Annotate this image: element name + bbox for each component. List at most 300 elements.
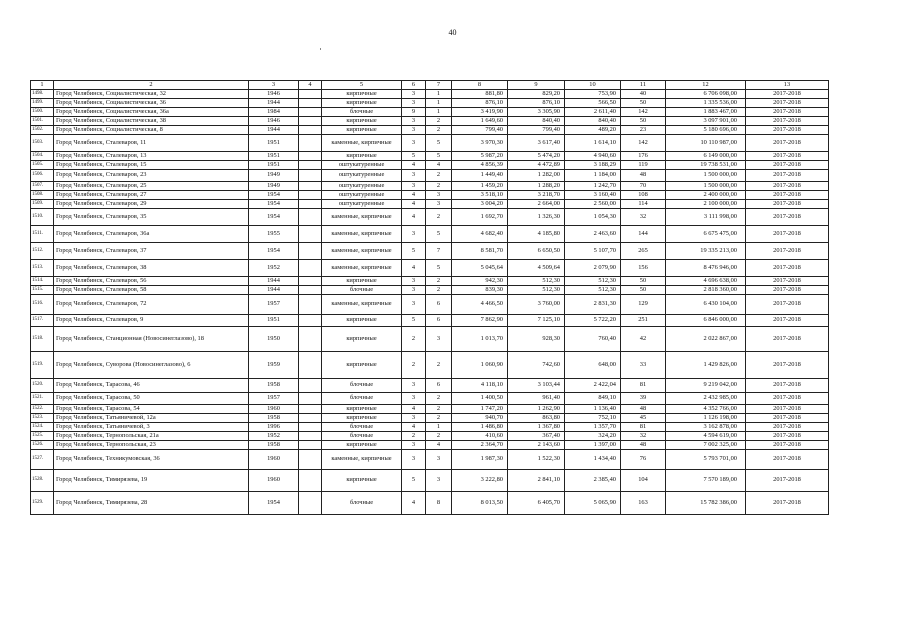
wall-material-cell: блочные bbox=[322, 108, 402, 117]
address-cell: Город Челябинск, Сталеваров, 15 bbox=[54, 161, 249, 170]
area-cell: 6 405,70 bbox=[508, 492, 565, 515]
table-row bbox=[31, 393, 829, 405]
cost-cell: 7 570 189,00 bbox=[666, 470, 746, 492]
total-area-cell: 4 466,50 bbox=[452, 295, 508, 315]
row-number: 1524. bbox=[31, 423, 54, 432]
total-area-cell: 1 692,70 bbox=[452, 209, 508, 226]
period-cell: 2017-2018 bbox=[746, 209, 829, 226]
area-cell: 1 522,30 bbox=[508, 450, 565, 470]
wall-material-cell: блочные bbox=[322, 286, 402, 295]
floors-cell: 4 bbox=[402, 423, 426, 432]
cost-cell: 2 432 985,00 bbox=[666, 393, 746, 405]
row-number: 1498. bbox=[31, 90, 54, 99]
row-number: 1529. bbox=[31, 492, 54, 515]
row-number: 1523. bbox=[31, 414, 54, 423]
living-area-cell: 2 560,00 bbox=[565, 200, 621, 209]
area-cell: 3 617,40 bbox=[508, 135, 565, 152]
cost-cell: 2 400 000,00 bbox=[666, 191, 746, 200]
entrances-cell: 3 bbox=[426, 450, 452, 470]
table-body bbox=[31, 90, 829, 515]
column-header-6: 6 bbox=[402, 81, 426, 90]
entrances-cell: 1 bbox=[426, 423, 452, 432]
living-area-cell: 5 722,20 bbox=[565, 315, 621, 327]
year-cell: 1949 bbox=[249, 170, 299, 182]
living-area-cell: 489,20 bbox=[565, 126, 621, 135]
table-row bbox=[31, 315, 829, 327]
cost-cell: 4 594 619,00 bbox=[666, 432, 746, 441]
living-area-cell: 3 160,40 bbox=[565, 191, 621, 200]
period-cell: 2017-2018 bbox=[746, 315, 829, 327]
floors-cell: 9 bbox=[402, 108, 426, 117]
column-4-cell bbox=[299, 393, 322, 405]
address-cell: Город Челябинск, Техникумовская, 36 bbox=[54, 450, 249, 470]
column-header-2: 2 bbox=[54, 81, 249, 90]
scan-mark bbox=[320, 48, 321, 50]
floors-cell: 4 bbox=[402, 191, 426, 200]
year-cell: 1955 bbox=[249, 226, 299, 243]
wall-material-cell: каменные, кирпичные bbox=[322, 209, 402, 226]
living-area-cell: 753,90 bbox=[565, 90, 621, 99]
living-area-cell: 760,40 bbox=[565, 327, 621, 352]
column-4-cell bbox=[299, 352, 322, 379]
row-number: 1520. bbox=[31, 379, 54, 393]
total-area-cell: 1 649,60 bbox=[452, 117, 508, 126]
entrances-cell: 1 bbox=[426, 99, 452, 108]
cost-cell: 2 818 360,00 bbox=[666, 286, 746, 295]
row-number: 1522. bbox=[31, 405, 54, 414]
period-cell: 2017-2018 bbox=[746, 99, 829, 108]
wall-material-cell: блочные bbox=[322, 393, 402, 405]
residents-cell: 40 bbox=[621, 90, 666, 99]
year-cell: 1949 bbox=[249, 182, 299, 191]
period-cell: 2017-2018 bbox=[746, 405, 829, 414]
column-4-cell bbox=[299, 191, 322, 200]
column-4-cell bbox=[299, 99, 322, 108]
year-cell: 1996 bbox=[249, 423, 299, 432]
wall-material-cell: кирпичные bbox=[322, 117, 402, 126]
living-area-cell: 1 434,40 bbox=[565, 450, 621, 470]
column-4-cell bbox=[299, 492, 322, 515]
entrances-cell: 5 bbox=[426, 260, 452, 277]
row-number: 1504. bbox=[31, 152, 54, 161]
row-number: 1505. bbox=[31, 161, 54, 170]
entrances-cell: 6 bbox=[426, 315, 452, 327]
wall-material-cell: каменные, кирпичные bbox=[322, 260, 402, 277]
column-4-cell bbox=[299, 470, 322, 492]
address-cell: Город Челябинск, Татьяничевой, 12а bbox=[54, 414, 249, 423]
row-number: 1514. bbox=[31, 277, 54, 286]
residents-cell: 32 bbox=[621, 432, 666, 441]
entrances-cell: 8 bbox=[426, 492, 452, 515]
column-header-11: 11 bbox=[621, 81, 666, 90]
entrances-cell: 4 bbox=[426, 161, 452, 170]
entrances-cell: 2 bbox=[426, 182, 452, 191]
total-area-cell: 7 862,90 bbox=[452, 315, 508, 327]
address-cell: Город Челябинск, Сталеваров, 35 bbox=[54, 209, 249, 226]
table-row bbox=[31, 182, 829, 191]
column-4-cell bbox=[299, 90, 322, 99]
area-cell: 3 305,90 bbox=[508, 108, 565, 117]
year-cell: 1944 bbox=[249, 99, 299, 108]
table-row bbox=[31, 170, 829, 182]
residents-cell: 142 bbox=[621, 108, 666, 117]
row-number: 1518. bbox=[31, 327, 54, 352]
residents-cell: 23 bbox=[621, 126, 666, 135]
wall-material-cell: кирпичные bbox=[322, 277, 402, 286]
address-cell: Город Челябинск, Сталеваров, 38 bbox=[54, 260, 249, 277]
page-number: 40 bbox=[448, 28, 457, 37]
year-cell: 1960 bbox=[249, 470, 299, 492]
floors-cell: 3 bbox=[402, 126, 426, 135]
column-header-4: 4 bbox=[299, 81, 322, 90]
wall-material-cell: кирпичные bbox=[322, 470, 402, 492]
area-cell: 961,40 bbox=[508, 393, 565, 405]
column-4-cell bbox=[299, 379, 322, 393]
wall-material-cell: блочные bbox=[322, 492, 402, 515]
row-number: 1525. bbox=[31, 432, 54, 441]
living-area-cell: 566,50 bbox=[565, 99, 621, 108]
residents-cell: 265 bbox=[621, 243, 666, 260]
wall-material-cell: каменные, кирпичные bbox=[322, 450, 402, 470]
living-area-cell: 2 831,30 bbox=[565, 295, 621, 315]
living-area-cell: 752,10 bbox=[565, 414, 621, 423]
cost-cell: 1 429 826,00 bbox=[666, 352, 746, 379]
cost-cell: 5 793 701,00 bbox=[666, 450, 746, 470]
entrances-cell: 4 bbox=[426, 441, 452, 450]
wall-material-cell: оштукатуренные bbox=[322, 200, 402, 209]
total-area-cell: 5 045,64 bbox=[452, 260, 508, 277]
period-cell: 2017-2018 bbox=[746, 191, 829, 200]
cost-cell: 5 180 696,00 bbox=[666, 126, 746, 135]
period-cell: 2017-2018 bbox=[746, 108, 829, 117]
entrances-cell: 2 bbox=[426, 393, 452, 405]
column-4-cell bbox=[299, 260, 322, 277]
total-area-cell: 4 856,39 bbox=[452, 161, 508, 170]
residents-cell: 39 bbox=[621, 393, 666, 405]
table-row bbox=[31, 243, 829, 260]
address-cell: Город Челябинск, Социалистическая, 38 bbox=[54, 117, 249, 126]
floors-cell: 3 bbox=[402, 226, 426, 243]
total-area-cell: 3 518,10 bbox=[452, 191, 508, 200]
entrances-cell: 5 bbox=[426, 226, 452, 243]
year-cell: 1954 bbox=[249, 492, 299, 515]
table-row bbox=[31, 352, 829, 379]
area-cell: 3 760,00 bbox=[508, 295, 565, 315]
period-cell: 2017-2018 bbox=[746, 470, 829, 492]
address-cell: Город Челябинск, Социалистическая, 36 bbox=[54, 99, 249, 108]
entrances-cell: 2 bbox=[426, 126, 452, 135]
area-cell: 799,40 bbox=[508, 126, 565, 135]
column-4-cell bbox=[299, 450, 322, 470]
residents-cell: 48 bbox=[621, 170, 666, 182]
row-number: 1517. bbox=[31, 315, 54, 327]
column-4-cell bbox=[299, 432, 322, 441]
period-cell: 2017-2018 bbox=[746, 432, 829, 441]
column-header-12: 12 bbox=[666, 81, 746, 90]
floors-cell: 5 bbox=[402, 470, 426, 492]
year-cell: 1958 bbox=[249, 414, 299, 423]
area-cell: 3 103,44 bbox=[508, 379, 565, 393]
table-row bbox=[31, 414, 829, 423]
period-cell: 2017-2018 bbox=[746, 352, 829, 379]
wall-material-cell: оштукатуренные bbox=[322, 170, 402, 182]
living-area-cell: 3 188,29 bbox=[565, 161, 621, 170]
year-cell: 1954 bbox=[249, 191, 299, 200]
total-area-cell: 1 747,20 bbox=[452, 405, 508, 414]
wall-material-cell: кирпичные bbox=[322, 327, 402, 352]
year-cell: 1960 bbox=[249, 405, 299, 414]
residents-cell: 76 bbox=[621, 450, 666, 470]
wall-material-cell: кирпичные bbox=[322, 352, 402, 379]
living-area-cell: 5 107,70 bbox=[565, 243, 621, 260]
entrances-cell: 5 bbox=[426, 152, 452, 161]
living-area-cell: 4 940,60 bbox=[565, 152, 621, 161]
address-cell: Город Челябинск, Тимирязева, 28 bbox=[54, 492, 249, 515]
entrances-cell: 2 bbox=[426, 352, 452, 379]
column-4-cell bbox=[299, 152, 322, 161]
total-area-cell: 839,30 bbox=[452, 286, 508, 295]
area-cell: 6 650,50 bbox=[508, 243, 565, 260]
living-area-cell: 1 397,00 bbox=[565, 441, 621, 450]
living-area-cell: 2 463,60 bbox=[565, 226, 621, 243]
total-area-cell: 942,30 bbox=[452, 277, 508, 286]
row-number: 1512. bbox=[31, 243, 54, 260]
table-row bbox=[31, 405, 829, 414]
area-cell: 7 125,10 bbox=[508, 315, 565, 327]
floors-cell: 4 bbox=[402, 492, 426, 515]
floors-cell: 3 bbox=[402, 295, 426, 315]
table-row bbox=[31, 327, 829, 352]
cost-cell: 1 126 198,00 bbox=[666, 414, 746, 423]
area-cell: 928,30 bbox=[508, 327, 565, 352]
cost-cell: 19 738 531,00 bbox=[666, 161, 746, 170]
floors-cell: 3 bbox=[402, 90, 426, 99]
cost-cell: 1 500 000,00 bbox=[666, 170, 746, 182]
entrances-cell: 2 bbox=[426, 414, 452, 423]
floors-cell: 3 bbox=[402, 135, 426, 152]
wall-material-cell: кирпичные bbox=[322, 99, 402, 108]
living-area-cell: 840,40 bbox=[565, 117, 621, 126]
address-cell: Город Челябинск, Станционная (Новосинеглазово), 18 bbox=[54, 327, 249, 352]
residents-cell: 33 bbox=[621, 352, 666, 379]
column-4-cell bbox=[299, 126, 322, 135]
column-4-cell bbox=[299, 286, 322, 295]
period-cell: 2017-2018 bbox=[746, 295, 829, 315]
year-cell: 1960 bbox=[249, 450, 299, 470]
address-cell: Город Челябинск, Сталеваров, 13 bbox=[54, 152, 249, 161]
residents-cell: 144 bbox=[621, 226, 666, 243]
cost-cell: 6 675 475,00 bbox=[666, 226, 746, 243]
year-cell: 1946 bbox=[249, 90, 299, 99]
area-cell: 1 288,20 bbox=[508, 182, 565, 191]
living-area-cell: 1 357,70 bbox=[565, 423, 621, 432]
residents-cell: 32 bbox=[621, 209, 666, 226]
table-row bbox=[31, 423, 829, 432]
floors-cell: 2 bbox=[402, 432, 426, 441]
column-4-cell bbox=[299, 243, 322, 260]
entrances-cell: 3 bbox=[426, 200, 452, 209]
row-number: 1511. bbox=[31, 226, 54, 243]
residents-cell: 163 bbox=[621, 492, 666, 515]
area-cell: 876,10 bbox=[508, 99, 565, 108]
table-row bbox=[31, 432, 829, 441]
period-cell: 2017-2018 bbox=[746, 450, 829, 470]
row-number: 1513. bbox=[31, 260, 54, 277]
period-cell: 2017-2018 bbox=[746, 226, 829, 243]
period-cell: 2017-2018 bbox=[746, 170, 829, 182]
row-number: 1502. bbox=[31, 126, 54, 135]
column-header-1: 1 bbox=[31, 81, 54, 90]
area-cell: 512,30 bbox=[508, 277, 565, 286]
column-4-cell bbox=[299, 423, 322, 432]
cost-cell: 2 022 867,00 bbox=[666, 327, 746, 352]
year-cell: 1951 bbox=[249, 135, 299, 152]
period-cell: 2017-2018 bbox=[746, 200, 829, 209]
address-cell: Город Челябинск, Социалистическая, 32 bbox=[54, 90, 249, 99]
table-row bbox=[31, 379, 829, 393]
floors-cell: 3 bbox=[402, 450, 426, 470]
wall-material-cell: каменные, кирпичные bbox=[322, 295, 402, 315]
column-header-13: 13 bbox=[746, 81, 829, 90]
column-4-cell bbox=[299, 170, 322, 182]
residents-cell: 48 bbox=[621, 405, 666, 414]
floors-cell: 5 bbox=[402, 152, 426, 161]
row-number: 1526. bbox=[31, 441, 54, 450]
area-cell: 4 509,64 bbox=[508, 260, 565, 277]
table-row bbox=[31, 90, 829, 99]
living-area-cell: 1 054,30 bbox=[565, 209, 621, 226]
residents-cell: 129 bbox=[621, 295, 666, 315]
year-cell: 1957 bbox=[249, 295, 299, 315]
period-cell: 2017-2018 bbox=[746, 182, 829, 191]
row-number: 1507. bbox=[31, 182, 54, 191]
living-area-cell: 2 385,40 bbox=[565, 470, 621, 492]
table-row bbox=[31, 108, 829, 117]
year-cell: 1954 bbox=[249, 243, 299, 260]
living-area-cell: 849,10 bbox=[565, 393, 621, 405]
address-cell: Город Челябинск, Сталеваров, 25 bbox=[54, 182, 249, 191]
residents-cell: 108 bbox=[621, 191, 666, 200]
address-cell: Город Челябинск, Социалистическая, 36а bbox=[54, 108, 249, 117]
year-cell: 1954 bbox=[249, 200, 299, 209]
column-4-cell bbox=[299, 182, 322, 191]
entrances-cell: 5 bbox=[426, 135, 452, 152]
address-cell: Город Челябинск, Социалистическая, 8 bbox=[54, 126, 249, 135]
area-cell: 1 367,80 bbox=[508, 423, 565, 432]
wall-material-cell: кирпичные bbox=[322, 441, 402, 450]
area-cell: 1 326,30 bbox=[508, 209, 565, 226]
total-area-cell: 1 060,90 bbox=[452, 352, 508, 379]
residents-cell: 50 bbox=[621, 277, 666, 286]
cost-cell: 10 110 987,00 bbox=[666, 135, 746, 152]
entrances-cell: 3 bbox=[426, 327, 452, 352]
table-row bbox=[31, 470, 829, 492]
total-area-cell: 3 970,30 bbox=[452, 135, 508, 152]
column-4-cell bbox=[299, 441, 322, 450]
cost-cell: 6 706 098,00 bbox=[666, 90, 746, 99]
area-cell: 742,60 bbox=[508, 352, 565, 379]
column-4-cell bbox=[299, 108, 322, 117]
floors-cell: 3 bbox=[402, 379, 426, 393]
total-area-cell: 3 004,20 bbox=[452, 200, 508, 209]
residents-cell: 119 bbox=[621, 161, 666, 170]
total-area-cell: 8 013,50 bbox=[452, 492, 508, 515]
total-area-cell: 4 118,10 bbox=[452, 379, 508, 393]
period-cell: 2017-2018 bbox=[746, 441, 829, 450]
floors-cell: 3 bbox=[402, 170, 426, 182]
entrances-cell: 3 bbox=[426, 191, 452, 200]
total-area-cell: 3 419,90 bbox=[452, 108, 508, 117]
period-cell: 2017-2018 bbox=[746, 152, 829, 161]
floors-cell: 3 bbox=[402, 182, 426, 191]
row-number: 1510. bbox=[31, 209, 54, 226]
column-header-7: 7 bbox=[426, 81, 452, 90]
column-4-cell bbox=[299, 117, 322, 126]
row-number: 1527. bbox=[31, 450, 54, 470]
cost-cell: 1 335 536,00 bbox=[666, 99, 746, 108]
table-row bbox=[31, 260, 829, 277]
cost-cell: 6 846 000,00 bbox=[666, 315, 746, 327]
table-row bbox=[31, 200, 829, 209]
column-4-cell bbox=[299, 226, 322, 243]
floors-cell: 3 bbox=[402, 117, 426, 126]
address-cell: Город Челябинск, Сталеваров, 27 bbox=[54, 191, 249, 200]
living-area-cell: 2 611,40 bbox=[565, 108, 621, 117]
entrances-cell: 2 bbox=[426, 209, 452, 226]
living-area-cell: 2 079,90 bbox=[565, 260, 621, 277]
address-cell: Город Челябинск, Татьяничевой, 3 bbox=[54, 423, 249, 432]
column-4-cell bbox=[299, 209, 322, 226]
living-area-cell: 1 184,00 bbox=[565, 170, 621, 182]
row-number: 1515. bbox=[31, 286, 54, 295]
address-cell: Город Челябинск, Тернопольская, 23 bbox=[54, 441, 249, 450]
area-cell: 2 143,60 bbox=[508, 441, 565, 450]
floors-cell: 3 bbox=[402, 277, 426, 286]
residents-cell: 50 bbox=[621, 286, 666, 295]
address-cell: Город Челябинск, Тарасова, 54 bbox=[54, 405, 249, 414]
address-cell: Город Челябинск, Сталеваров, 56 bbox=[54, 277, 249, 286]
year-cell: 1952 bbox=[249, 432, 299, 441]
entrances-cell: 7 bbox=[426, 243, 452, 260]
wall-material-cell: кирпичные bbox=[322, 152, 402, 161]
row-number: 1516. bbox=[31, 295, 54, 315]
year-cell: 1951 bbox=[249, 152, 299, 161]
total-area-cell: 1 486,80 bbox=[452, 423, 508, 432]
table-row bbox=[31, 450, 829, 470]
table-row bbox=[31, 286, 829, 295]
floors-cell: 3 bbox=[402, 286, 426, 295]
residents-cell: 81 bbox=[621, 423, 666, 432]
period-cell: 2017-2018 bbox=[746, 423, 829, 432]
row-number: 1521. bbox=[31, 393, 54, 405]
area-cell: 3 218,70 bbox=[508, 191, 565, 200]
floors-cell: 3 bbox=[402, 441, 426, 450]
row-number: 1528. bbox=[31, 470, 54, 492]
living-area-cell: 648,00 bbox=[565, 352, 621, 379]
year-cell: 1944 bbox=[249, 286, 299, 295]
period-cell: 2017-2018 bbox=[746, 161, 829, 170]
period-cell: 2017-2018 bbox=[746, 117, 829, 126]
entrances-cell: 2 bbox=[426, 277, 452, 286]
period-cell: 2017-2018 bbox=[746, 492, 829, 515]
address-cell: Город Челябинск, Сталеваров, 29 bbox=[54, 200, 249, 209]
wall-material-cell: кирпичные bbox=[322, 90, 402, 99]
column-header-3: 3 bbox=[249, 81, 299, 90]
area-cell: 4 472,89 bbox=[508, 161, 565, 170]
residents-cell: 176 bbox=[621, 152, 666, 161]
floors-cell: 4 bbox=[402, 200, 426, 209]
year-cell: 1944 bbox=[249, 277, 299, 286]
